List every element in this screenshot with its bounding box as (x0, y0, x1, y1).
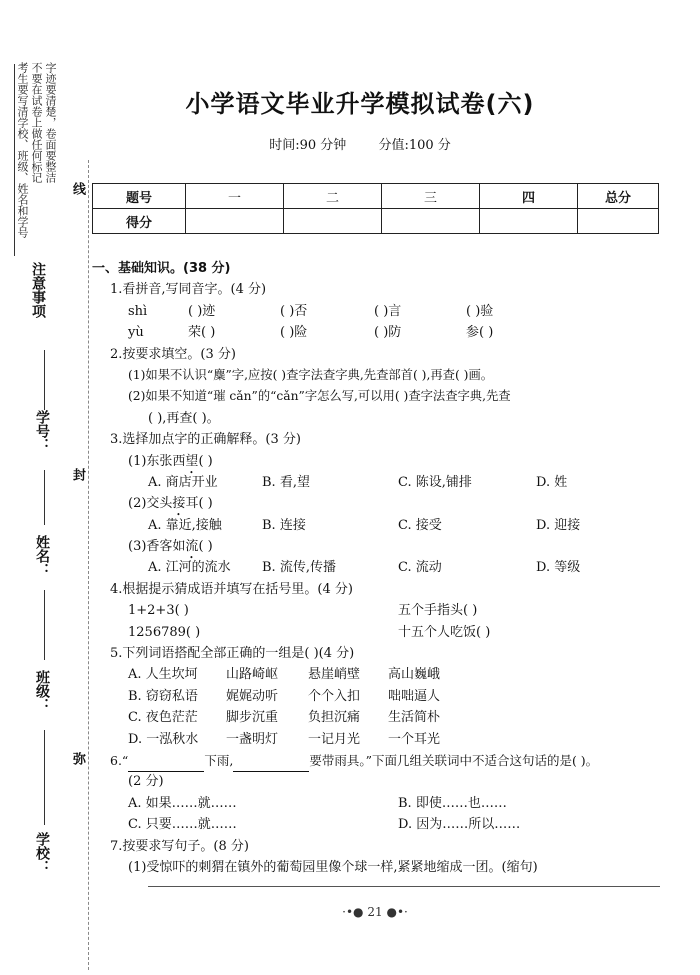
section-heading: 一、基础知识。(38 分) (92, 261, 231, 276)
question-line: ( ),再查( )。 (148, 410, 220, 426)
score-table-row (93, 209, 659, 234)
option: B. 即使……也…… (398, 795, 507, 811)
sub-question: (1)受惊吓的刺猬在镇外的葡萄园里像个球一样,紧紧地缩成一团。(缩句) (128, 859, 538, 875)
word: 悬崖峭壁 (308, 667, 361, 683)
question-line: (2)如果不知道“璀 cǎn”的“cǎn”字怎么写,可以用( )查字法查字典,先查 (128, 389, 511, 404)
word: 咄咄逼人 (388, 688, 441, 704)
school-label: 学校： (34, 832, 50, 874)
question-stem: 4.根据提示猜成语并填写在括号里。(4 分) (110, 581, 353, 597)
sub-question-text: (2)交头 (128, 496, 173, 512)
header-cell: 题号 (93, 184, 186, 209)
dotted-char: 接 (172, 496, 186, 512)
question-stem: 1.看拼音,写同音字。(4 分) (110, 282, 267, 298)
idiom-item[interactable]: 1+2+3( ) (128, 603, 189, 619)
option: D. 姓 (536, 474, 568, 490)
sub-question (92, 536, 667, 557)
header-cell: 一 (186, 184, 284, 209)
word: 个个入扣 (308, 688, 361, 704)
footer-rule (148, 886, 660, 887)
word: 一记月光 (308, 731, 361, 747)
answer-blank[interactable]: ( )防 (374, 325, 402, 341)
question-stem: 7.按要求写句子。(8 分) (110, 838, 249, 854)
score-cell[interactable] (382, 209, 480, 234)
school-line (44, 730, 45, 825)
word-row (92, 664, 667, 685)
answer-blank[interactable]: ( )否 (280, 303, 308, 319)
question-line: (1)如果不认识“麋”字,应按( )查字法查字典,先查部首( ),再查( )画。 (128, 367, 494, 382)
question-stem: 2.按要求填空。(3 分) (110, 346, 236, 362)
header-cell: 总分 (578, 184, 659, 209)
word: 生活简朴 (388, 710, 441, 726)
notice-label: 注意事项 (30, 262, 46, 318)
cut-line (88, 160, 89, 970)
q6-post: 要带雨具。”下面几组关联词中不适合这句话的是( )。 (309, 752, 599, 768)
question-stem: 3.选择加点字的正确解释。(3 分) (110, 432, 301, 448)
answer-blank[interactable]: 荣( ) (188, 325, 216, 341)
word: 负担沉痛 (308, 710, 361, 726)
answer-blank[interactable] (233, 750, 309, 772)
word: 一个耳光 (388, 731, 441, 747)
answer-blank[interactable]: ( )迹 (188, 303, 216, 319)
option: B. 连接 (262, 517, 306, 533)
sub-question-text: (1)东张西 (128, 453, 186, 469)
pinyin: yù (128, 325, 144, 341)
idiom-item[interactable]: 1256789( ) (128, 624, 201, 640)
page-title: 小学语文毕业升学模拟试卷(六) (185, 90, 535, 118)
option: C. 流动 (398, 560, 442, 576)
option: B. 看,望 (262, 474, 310, 490)
pinyin-row (92, 301, 667, 322)
option: A. 如果……就…… (128, 795, 237, 811)
dotted-char: 望 (185, 453, 199, 469)
header-cell: 二 (284, 184, 382, 209)
sub-question (92, 451, 667, 472)
idiom-item[interactable]: 五个手指头( ) (398, 603, 478, 619)
question-points: (2 分) (128, 774, 164, 790)
notice-line-2: 不要在试卷上做任何标记 (30, 62, 43, 183)
options-row (92, 814, 667, 835)
answer-blank[interactable]: 参( ) (466, 325, 494, 341)
sub-question (92, 493, 667, 514)
dotted-char: 流 (185, 539, 199, 555)
answer-blank[interactable]: ( ) (198, 453, 213, 469)
option: A. 靠近,接触 (148, 517, 222, 533)
answer-blank[interactable]: 耳( ) (185, 496, 213, 512)
option: A. 商店开业 (148, 474, 218, 490)
notice-line-3: 字迹要清楚，卷面要整洁 (44, 62, 57, 183)
margin-rule (14, 64, 15, 256)
page-number-text: 21 (367, 905, 383, 919)
option: C. 陈设,铺排 (398, 474, 472, 490)
word-row (92, 686, 667, 707)
q6-mid: 下雨, (204, 752, 234, 768)
sub-question-text: (3)香客如 (128, 539, 186, 555)
idiom-row (92, 600, 667, 621)
dots-left: ·•● (342, 905, 364, 919)
binding-margin (0, 0, 90, 975)
name-label: 姓名： (34, 535, 50, 577)
options-row (92, 472, 667, 493)
option: C. 接受 (398, 517, 442, 533)
answer-blank[interactable]: ( )言 (374, 303, 402, 319)
idiom-row (92, 622, 667, 643)
header-cell: 三 (382, 184, 480, 209)
score-cell[interactable] (186, 209, 284, 234)
class-line (44, 590, 45, 660)
score-cell[interactable] (284, 209, 382, 234)
cut-mark-feng: 封 (70, 468, 85, 481)
q6-pre: 6.“ (110, 752, 129, 768)
answer-blank[interactable]: ( )验 (466, 303, 494, 319)
pinyin: shì (128, 303, 148, 319)
word: B. 窃窃私语 (128, 688, 198, 704)
option: D. 因为……所以…… (398, 817, 521, 833)
word: 高山巍峨 (388, 667, 441, 683)
score-label: 分值:100 分 (378, 138, 451, 153)
exam-content (92, 258, 667, 878)
option: A. 江河的流水 (148, 560, 231, 576)
page-number (330, 905, 420, 919)
row-label: 得分 (93, 209, 186, 234)
notice-line-1: 考生要写清学校、班级、姓名和学号 (16, 62, 29, 238)
option: B. 流传,传播 (262, 560, 336, 576)
exam-meta (90, 134, 630, 153)
name-line (44, 470, 45, 525)
question-stem: 5.下列词语搭配全部正确的一组是( )(4 分) (110, 646, 355, 662)
word: D. 一泓秋水 (128, 731, 199, 747)
word: 脚步沉重 (226, 710, 279, 726)
student-id-line (44, 350, 45, 410)
answer-blank[interactable]: ( )险 (280, 325, 308, 341)
time-label: 时间:90 分钟 (269, 138, 347, 153)
word: 山路崎岖 (226, 667, 279, 683)
class-label: 班级： (34, 670, 50, 712)
word: C. 夜色茫茫 (128, 710, 198, 726)
score-cell[interactable] (578, 209, 659, 234)
cut-mark-mi: 弥 (70, 752, 85, 765)
student-id-label: 学号： (34, 410, 50, 452)
word-row (92, 707, 667, 728)
header-cell: 四 (480, 184, 578, 209)
option: D. 迎接 (536, 517, 581, 533)
dots-right: ●•· (386, 905, 408, 919)
score-cell[interactable] (480, 209, 578, 234)
idiom-item[interactable]: 十五个人吃饭( ) (398, 624, 491, 640)
option: C. 只要……就…… (128, 817, 237, 833)
options-row (92, 515, 667, 536)
cut-mark-xian: 线 (70, 182, 85, 195)
word: 一盏明灯 (226, 731, 279, 747)
word: A. 人生坎坷 (128, 667, 198, 683)
answer-blank[interactable]: ( ) (198, 539, 213, 555)
pinyin-row (92, 322, 667, 343)
score-table-header (93, 184, 659, 209)
score-table (92, 183, 659, 234)
word: 娓娓动听 (226, 688, 279, 704)
question-stem-q6 (92, 750, 667, 771)
options-row (92, 557, 667, 578)
option: D. 等级 (536, 560, 581, 576)
word-row (92, 729, 667, 750)
options-row (92, 793, 667, 814)
answer-blank[interactable] (128, 750, 204, 772)
